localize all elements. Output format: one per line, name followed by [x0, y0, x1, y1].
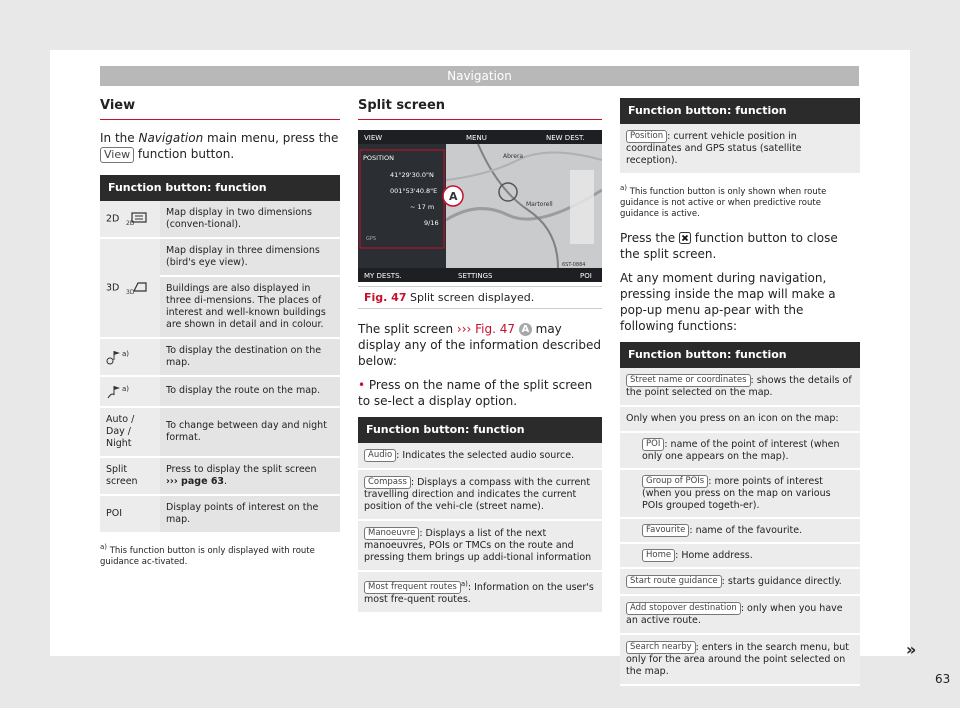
fig-top-menu[interactable]: MENU	[466, 134, 487, 142]
split-screen-figure	[358, 130, 602, 282]
position-table-head: Function button: function	[620, 98, 860, 124]
figure-caption	[358, 286, 602, 309]
fig-alt: ~ 17 m	[410, 203, 435, 211]
svg-text:2D: 2D	[126, 219, 135, 226]
fig-bottom-poi[interactable]: POI	[580, 272, 592, 280]
list-item	[358, 572, 602, 614]
press-text-a: Press the	[620, 230, 679, 245]
popup-intro: At any moment during navigation, pressing inside the map will make a pop-up menu ap-pear with the following functions:	[620, 270, 836, 333]
fig-lon: 001°53'40.8"E	[390, 187, 438, 195]
continue-chevron-icon: »	[906, 640, 917, 659]
group-desc: : more points of interest (when you press on the map on various POIs grouped togeth-er).	[642, 475, 831, 511]
close-icon[interactable]	[679, 232, 691, 244]
poi-desc: : name of the point of interest (when only one appears on the map).	[642, 438, 840, 462]
compass-button[interactable]: Compass	[364, 476, 411, 489]
fig-gps: GPS	[366, 236, 377, 242]
row-dest-key	[100, 338, 160, 376]
fig-sats: 9/16	[424, 219, 439, 227]
split-intro	[358, 321, 602, 369]
fig-city-martorell: Martorell	[526, 201, 553, 208]
fig-bottom-settings[interactable]: SETTINGS	[458, 272, 493, 280]
list-item	[620, 124, 860, 175]
fig-top-view[interactable]: VIEW	[364, 134, 383, 142]
start-desc: : starts guidance directly.	[721, 575, 842, 587]
list-item	[620, 368, 860, 407]
footnote	[620, 183, 860, 220]
manual-page	[50, 50, 951, 686]
manoeuvre-button[interactable]: Manoeuvre	[364, 527, 419, 540]
list-item	[620, 596, 860, 635]
route-flag-icon	[106, 384, 122, 400]
key-3d: 3D	[106, 282, 120, 293]
list-item	[620, 470, 860, 519]
row-dest-val: To display the destination on the map.	[160, 338, 340, 376]
footnote-ref: a)	[460, 580, 468, 588]
list-item	[358, 443, 602, 470]
view-intro	[100, 130, 340, 163]
bullet-text: Press on the name of the split screen to se-lect a display option.	[358, 378, 593, 408]
home-button[interactable]: Home	[642, 549, 675, 562]
close-instruction	[620, 230, 860, 262]
row-split-key: Split screen	[100, 457, 160, 495]
footnote	[100, 542, 340, 568]
audio-button[interactable]: Audio	[364, 449, 396, 462]
press-text-b: function button to close the split screen.	[620, 230, 838, 261]
compass-desc: : Displays a compass with the current travelling direction and indicates the current position of the vehi-cle (street name).	[364, 477, 591, 512]
section-title-split: Split screen	[358, 98, 602, 120]
list-item	[620, 569, 860, 596]
list-item	[358, 470, 602, 521]
split-intro-b: may display any of the information described below:	[358, 322, 601, 368]
navigation-screen	[358, 130, 602, 282]
row-daynight-key: Auto / Day / Night	[100, 407, 160, 457]
list-item: Only when you press on an icon on the map:	[620, 407, 860, 433]
bullet-item	[358, 377, 602, 409]
page-number: 63	[935, 672, 951, 686]
caption-fig-label: Fig. 47	[364, 291, 407, 304]
favourite-button[interactable]: Favourite	[642, 524, 689, 537]
frequent-routes-desc: : Information on the user's most fre-quent routes.	[364, 582, 594, 606]
row-route-val: To display the route on the map.	[160, 376, 340, 408]
intro-text-b: main menu, press the	[203, 131, 339, 145]
popup-table-head: Function button: function	[620, 342, 860, 368]
map-2d-icon	[126, 212, 148, 226]
street-desc: : shows the details of the point selected on the map.	[626, 374, 852, 398]
column-split-screen	[358, 98, 602, 614]
key-2d: 2D	[106, 213, 120, 224]
row-poi-key: POI	[100, 495, 160, 533]
row-3d-val-a: Map display in three dimensions (bird's eye view).	[160, 238, 340, 276]
destination-flag-icon	[106, 349, 122, 365]
fig-top-newdest[interactable]: NEW DEST.	[546, 134, 585, 142]
section-title-view: View	[100, 98, 340, 120]
split-desc: Press to display the split screen	[166, 464, 317, 476]
fig-code: 6ST-0884	[562, 262, 586, 268]
poi-button[interactable]: POI	[642, 438, 664, 451]
row-route-key	[100, 376, 160, 408]
callout-a-badge: A	[519, 323, 532, 336]
svg-text:3D: 3D	[126, 288, 135, 295]
fig-callout-a: A	[449, 190, 458, 203]
search-nearby-button[interactable]: Search nearby	[626, 641, 696, 654]
audio-desc: : Indicates the selected audio source.	[396, 450, 575, 461]
map-3d-icon	[126, 281, 148, 295]
column-view	[100, 98, 340, 568]
caption-text: Split screen displayed.	[409, 291, 535, 304]
add-stopover-button[interactable]: Add stopover destination	[626, 602, 741, 615]
footnote-text: This function button is only displayed with route guidance ac-tivated.	[100, 545, 315, 567]
footnote-text: This function button is only shown when route guidance is not active or when predictive route guidance is active.	[620, 186, 827, 219]
fig-ref-link[interactable]: ››› Fig. 47	[456, 322, 515, 336]
list-item	[620, 544, 860, 569]
list-item	[358, 521, 602, 572]
fig-city-abrera: Abrera	[503, 153, 524, 160]
table-row	[100, 238, 340, 276]
footnote-mark: a)	[620, 184, 628, 192]
table-row	[100, 495, 340, 533]
row-2d-val: Map display in two dimensions (conven-tional).	[160, 201, 340, 238]
list-item	[620, 635, 860, 686]
split-intro-a: The split screen	[358, 322, 457, 336]
home-desc: : Home address.	[675, 549, 753, 561]
search-desc: : enters in the search menu, but only for the area around the point selected on the map.	[626, 641, 850, 677]
fig-panel-title: POSITION	[363, 154, 394, 162]
row-split-val	[160, 457, 340, 495]
bullet-icon: •	[358, 378, 366, 392]
row-daynight-val: To change between day and night format.	[160, 407, 340, 457]
row-3d-key	[100, 238, 160, 338]
stopover-desc: : only when you have an active route.	[626, 602, 843, 626]
favourite-desc: : name of the favourite.	[689, 524, 803, 536]
table-row	[100, 407, 340, 457]
manoeuvre-desc: : Displays a list of the next manoeuvres, POIs or TMCs on the route and pressing them brings up addi-tional information	[364, 528, 592, 563]
row-2d-key	[100, 201, 160, 238]
page-ref-link[interactable]: ››› page 63	[166, 476, 225, 488]
view-button[interactable]: View	[100, 147, 134, 163]
group-pois-button[interactable]: Group of POIs	[642, 475, 708, 488]
column-functions	[620, 98, 860, 686]
table-row	[100, 338, 340, 376]
street-name-button[interactable]: Street name or coordinates	[626, 374, 751, 387]
table-row	[100, 201, 340, 238]
intro-text-a: In the	[100, 131, 139, 145]
split-table-head: Function button: function	[358, 417, 602, 443]
view-table	[100, 201, 340, 535]
footnote-ref: a)	[122, 384, 130, 393]
start-route-button[interactable]: Start route guidance	[626, 575, 722, 588]
position-desc: : current vehicle position in coordinates and GPS status (satellite reception).	[626, 131, 802, 166]
view-table-head: Function button: function	[100, 175, 340, 201]
intro-text-c: function button.	[134, 147, 235, 161]
fig-lat: 41°29'30.0"N	[390, 171, 434, 179]
list-item	[620, 519, 860, 544]
list-item	[620, 433, 860, 470]
period: .	[224, 476, 228, 488]
frequent-routes-button[interactable]: Most frequent routes	[364, 581, 461, 594]
position-button[interactable]: Position	[626, 130, 667, 143]
table-row	[100, 376, 340, 408]
footnote-ref: a)	[122, 349, 130, 358]
intro-em: Navigation	[138, 131, 204, 145]
chapter-header: Navigation	[100, 66, 859, 86]
footnote-mark: a)	[100, 543, 108, 552]
row-3d-val-b: Buildings are also displayed in three di-mensions. The places of interest and well-known buildings are shown in detail and in colour.	[160, 276, 340, 338]
table-row	[100, 457, 340, 495]
row-poi-val: Display points of interest on the map.	[160, 495, 340, 533]
fig-bottom-mydests[interactable]: MY DESTS.	[364, 272, 402, 280]
